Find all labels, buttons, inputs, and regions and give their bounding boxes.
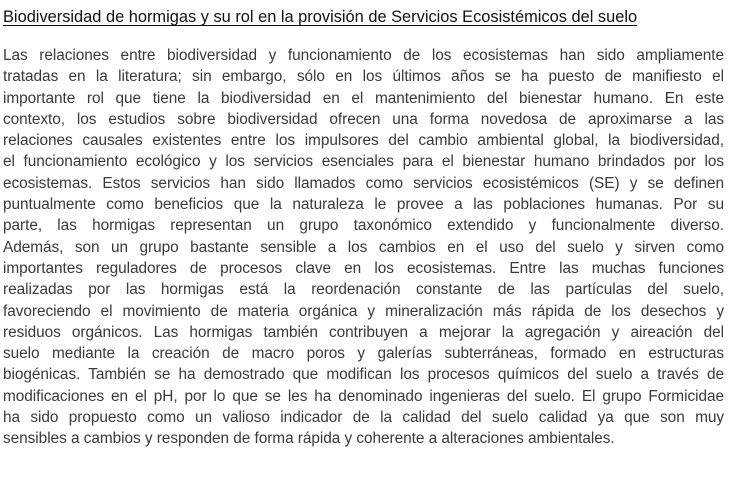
paragraph-line: ecosistemas. Estos servicios han sido llamados como servicios ecosistémicos (SE) y se definen xyxy=(3,174,724,192)
paragraph-line: contexto, los estudios sobre biodiversidad ofrecen una forma novedosa de aproximarse a las xyxy=(3,110,724,128)
paragraph-line: suelo mediante la creación de macro poros y galerías subterráneas, formado en estructuras xyxy=(3,345,724,363)
paragraph-line: Además, son un grupo bastante sensible a los cambios en el uso del suelo y sirven como xyxy=(3,238,724,256)
document xyxy=(3,6,724,450)
paragraph-line: importantes reguladores de procesos clave en los ecosistemas. Entre las muchas funciones xyxy=(3,259,724,277)
body-paragraph xyxy=(3,45,724,450)
paragraph-line: ha sido propuesto como un valioso indicador de la calidad del suelo calidad ya que son muy xyxy=(3,409,724,427)
paragraph-line: sensibles a cambios y responden de forma rápida y coherente a alteraciones ambientales. xyxy=(3,430,615,448)
paragraph-line: residuos orgánicos. Las hormigas también contribuyen a mejorar la agregación y aireación del xyxy=(3,323,724,341)
paragraph-line: el funcionamiento ecológico y los servicios esenciales para el bienestar humano brindados por los xyxy=(3,153,724,171)
paragraph-line: tratadas en la literatura; sin embargo, sólo en los últimos años se ha puesto de manifiesto el xyxy=(3,68,724,86)
paragraph-line: relaciones causales existentes entre los impulsores del cambio ambiental global, la biodiversidad, xyxy=(3,132,724,150)
paragraph-line: parte, las hormigas representan un grupo taxonómico extendido y funcionalmente diverso. xyxy=(3,217,724,235)
paragraph-line: importante rol que tiene la biodiversidad en el mantenimiento del bienestar humano. En este xyxy=(3,89,724,107)
paragraph-line: biogénicas. También se ha demostrado que modifican los procesos químicos del suelo a través de xyxy=(3,366,724,384)
paragraph-line: Las relaciones entre biodiversidad y funcionamiento de los ecosistemas han sido ampliamente xyxy=(3,47,724,64)
document-title: Biodiversidad de hormigas y su rol en la provisión de Servicios Ecosistémicos del suelo xyxy=(3,8,638,26)
paragraph-line: favoreciendo el movimiento de materia orgánica y mineralización más rápida de los desechos y xyxy=(3,302,724,320)
paragraph-line: realizadas por las hormigas está la reordenación constante de las partículas del suelo, xyxy=(3,281,724,299)
paragraph-line: puntualmente como beneficios que la naturaleza le provee a las poblaciones humanas. Por su xyxy=(3,196,724,214)
paragraph-line: modificaciones en el pH, por lo que se les ha denominado ingenieras del suelo. El grupo Formicidae xyxy=(3,387,724,405)
